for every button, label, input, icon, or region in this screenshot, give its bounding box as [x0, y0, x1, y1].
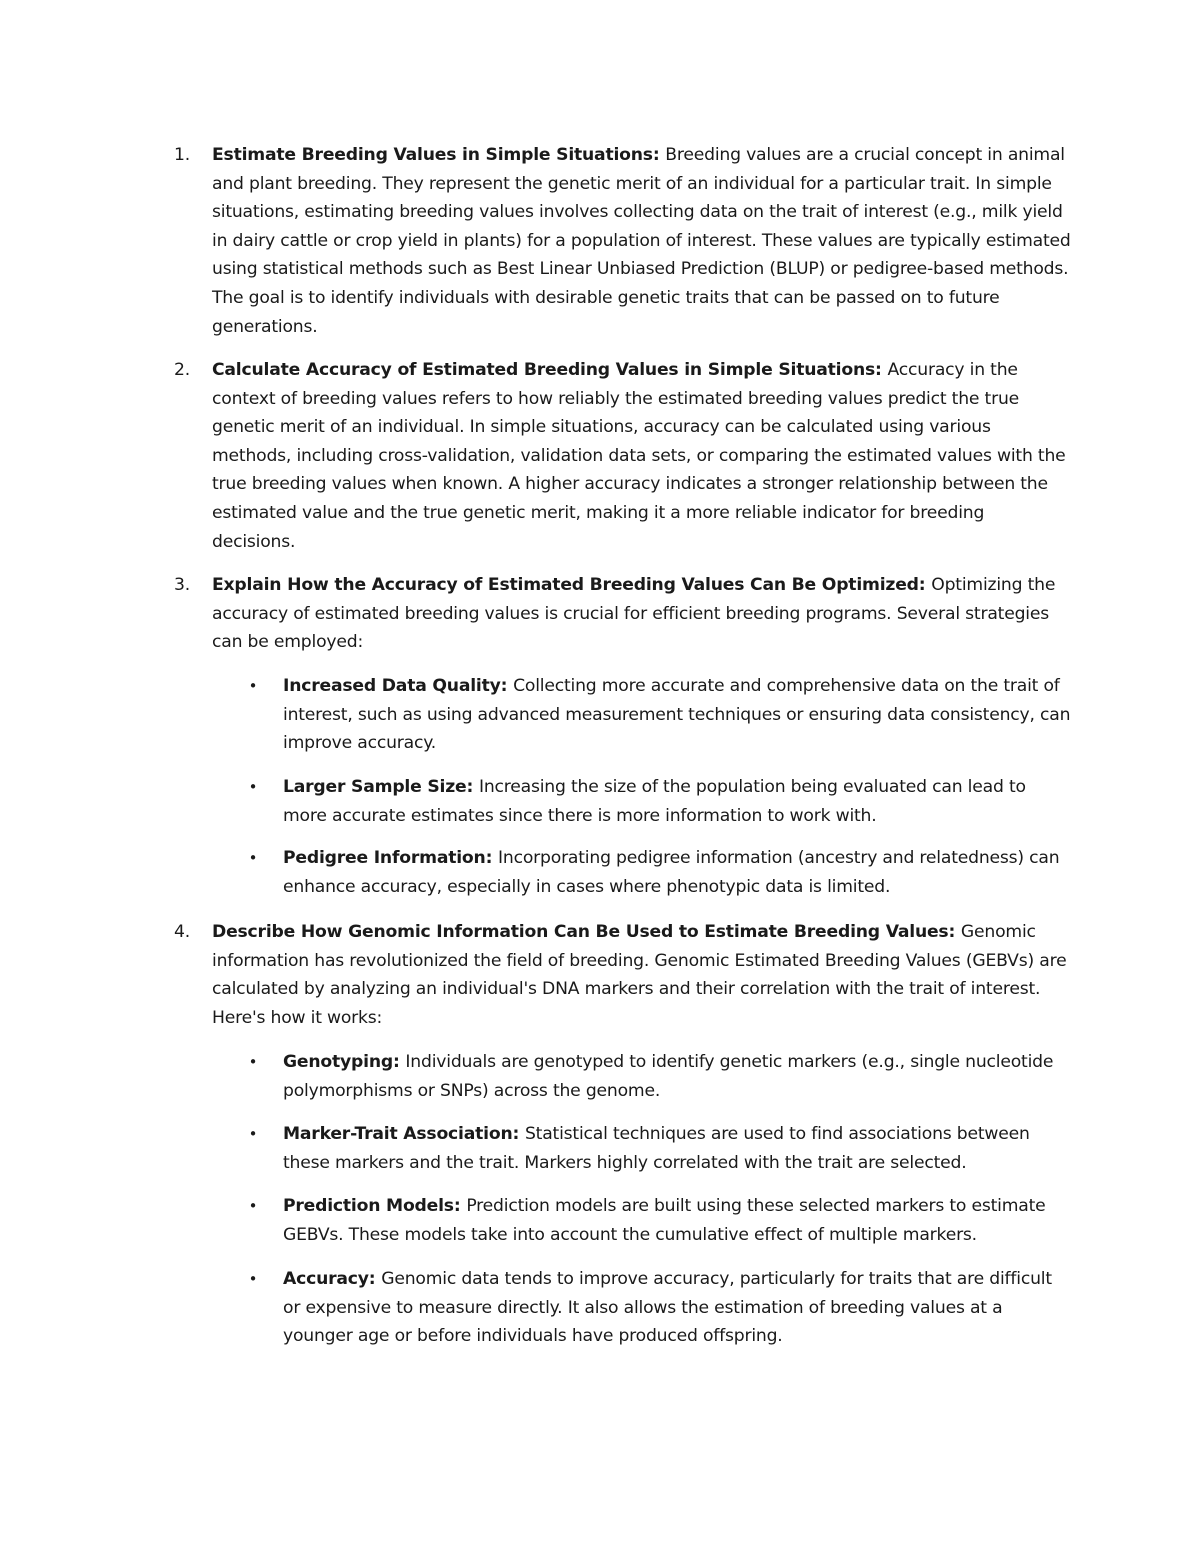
list-item-3 — [174, 571, 1072, 657]
list-item-4 — [174, 918, 1072, 1032]
item-heading: Estimate Breeding Values in Simple Situations: — [212, 145, 666, 165]
bullet-item — [248, 1120, 1073, 1177]
bullet-heading: Prediction Models: — [283, 1196, 467, 1216]
bullet-item — [248, 672, 1073, 758]
bullet-text: Genomic data tends to improve accuracy, particularly for traits that are difficult or expensive to measure directly. It also allows the estimation of breeding values at a younger age or before individuals have produced offspring. — [283, 1269, 1052, 1347]
bullet-item — [248, 1265, 1073, 1351]
bullet-item — [248, 1192, 1073, 1249]
item-heading: Calculate Accuracy of Estimated Breeding Values in Simple Situations: — [212, 360, 888, 380]
bullet-text: Increasing the size of the population being evaluated can lead to more accurate estimates since there is more information to work with. — [283, 777, 1026, 826]
item-heading: Describe How Genomic Information Can Be Used to Estimate Breeding Values: — [212, 922, 961, 942]
bullet-text: Individuals are genotyped to identify genetic markers (e.g., single nucleotide polymorphisms or SNPs) across the genome. — [283, 1052, 1054, 1101]
list-number: 2. — [174, 360, 190, 380]
bullet-heading: Increased Data Quality: — [283, 676, 514, 696]
bullet-heading: Larger Sample Size: — [283, 777, 479, 797]
bullet-heading: Accuracy: — [283, 1269, 382, 1289]
bullet-icon: • — [248, 1053, 258, 1071]
bullet-icon: • — [248, 1125, 258, 1143]
list-item-1 — [174, 141, 1072, 341]
bullet-icon: • — [248, 1197, 258, 1215]
bullet-icon: • — [248, 1270, 258, 1288]
bullet-icon: • — [248, 677, 258, 695]
bullet-heading: Genotyping: — [283, 1052, 406, 1072]
list-item-2 — [174, 356, 1072, 556]
bullet-heading: Pedigree Information: — [283, 848, 499, 868]
bullet-icon: • — [248, 849, 258, 867]
item-heading: Explain How the Accuracy of Estimated Breeding Values Can Be Optimized: — [212, 575, 932, 595]
bullet-text: Incorporating pedigree information (ancestry and relatedness) can enhance accuracy, especially in cases where phenotypic data is limited. — [283, 848, 1060, 897]
bullet-item — [248, 1048, 1073, 1105]
list-number: 3. — [174, 575, 190, 595]
item-text: Breeding values are a crucial concept in animal and plant breeding. They represent the genetic merit of an individual for a particular trait. In simple situations, estimating breeding values involves collecting data on the trait of interest (e.g., milk yield in dairy cattle or crop yield in plants) for a population of interest. These values are typically estimated using statistical methods such as Best Linear Unbiased Prediction (BLUP) or pedigree-based methods. The goal is to identify individuals with desirable genetic traits that can be passed on to future generations. — [212, 145, 1071, 337]
bullet-text: Statistical techniques are used to find associations between these markers and the trait. Markers highly correlated with the trait are selected. — [283, 1124, 1030, 1173]
item-text: Genomic information has revolutionized the field of breeding. Genomic Estimated Breeding Values (GEBVs) are calculated by analyzing an individual's DNA markers and their correlation with the trait of interest. Here's how it works: — [212, 922, 1067, 1028]
bullet-text: Collecting more accurate and comprehensive data on the trait of interest, such as using advanced measurement techniques or ensuring data consistency, can improve accuracy. — [283, 676, 1071, 754]
bullet-item — [248, 844, 1073, 901]
bullet-item — [248, 773, 1073, 830]
list-number: 4. — [174, 922, 190, 942]
bullet-icon: • — [248, 778, 258, 796]
item-text: Optimizing the accuracy of estimated breeding values is crucial for efficient breeding programs. Several strategies can be employed: — [212, 575, 1056, 653]
item-text: Accuracy in the context of breeding values refers to how reliably the estimated breeding values predict the true genetic merit of an individual. In simple situations, accuracy can be calculated using various methods, including cross-validation, validation data sets, or comparing the estimated values with the true breeding values when known. A higher accuracy indicates a stronger relationship between the estimated value and the true genetic merit, making it a more reliable indicator for breeding decisions. — [212, 360, 1066, 552]
bullet-heading: Marker-Trait Association: — [283, 1124, 525, 1144]
bullet-text: Prediction models are built using these selected markers to estimate GEBVs. These models take into account the cumulative effect of multiple markers. — [283, 1196, 1046, 1245]
list-number: 1. — [174, 145, 190, 165]
